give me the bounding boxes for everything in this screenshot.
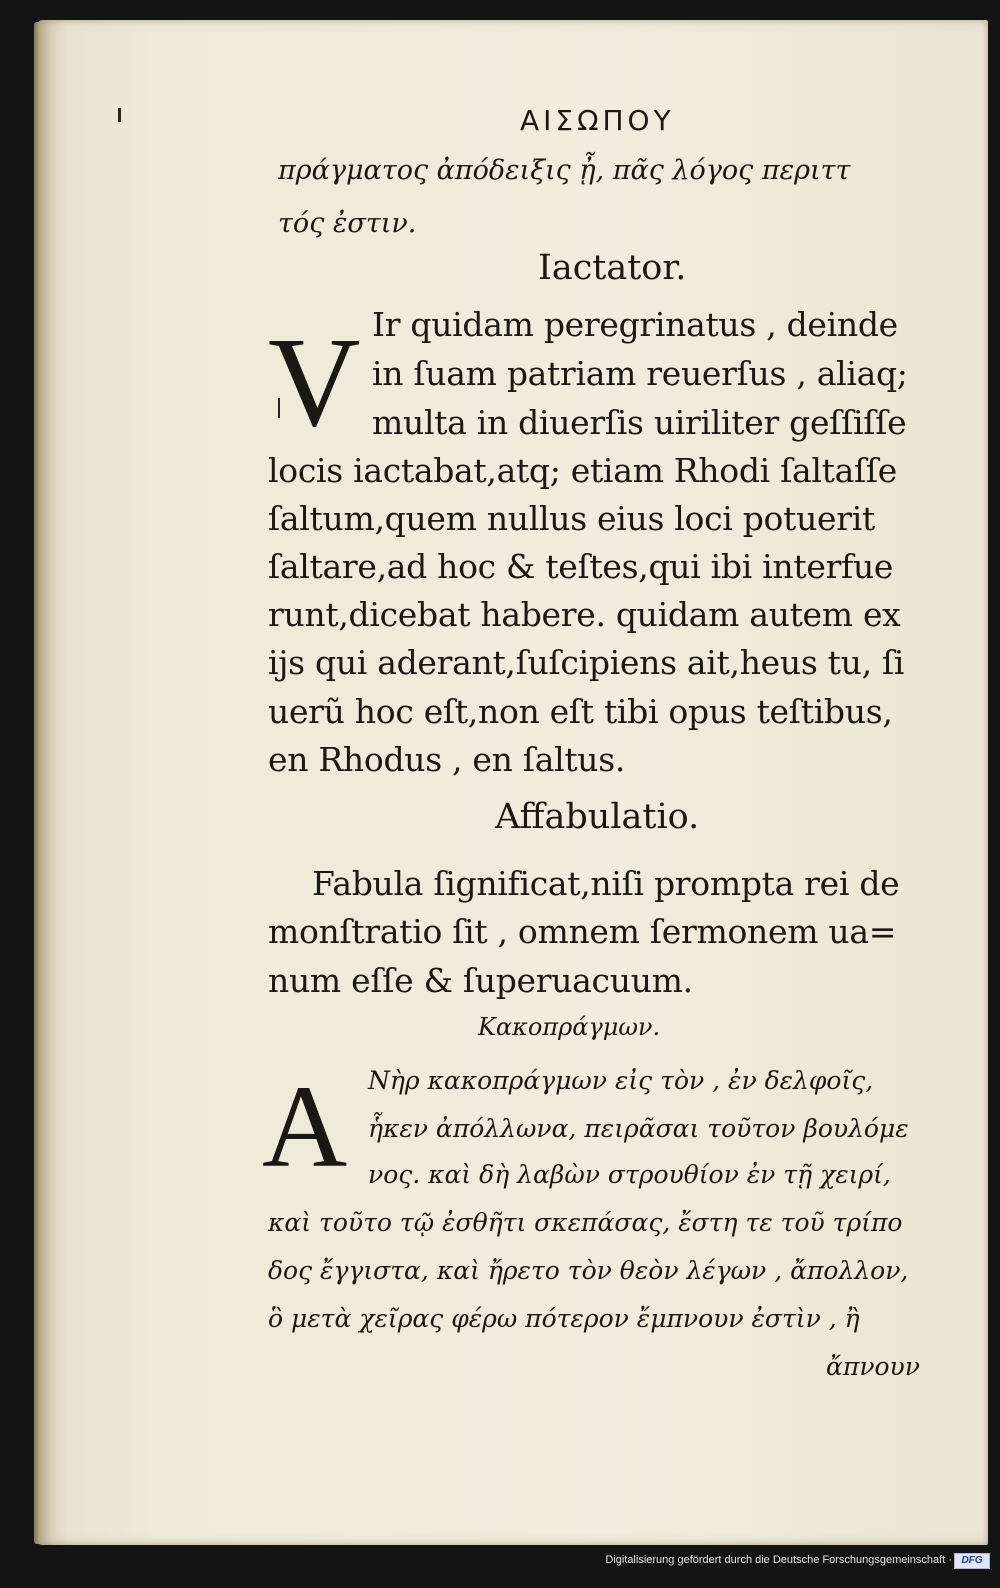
greek-fable-line: ὃ μετὰ χεῖρας φέρω πότερον ἔμπνουν ἐστὶν , ἢ (268, 1304, 860, 1333)
dfg-logo: DFG (954, 1553, 990, 1569)
greek-intro-line-1: πράγματος ἀπόδειξις ᾖ, πᾶς λόγος περιττ (278, 155, 851, 186)
fable-line: ſaltare,ad hoc & teſtes,qui ibi interfue (268, 547, 894, 586)
greek-fable-line: Νὴρ κακοπράγμων εἰς τὸν , ἐν δελφοῖς, (368, 1066, 874, 1095)
margin-mark (118, 108, 121, 122)
running-header: ΑΙΣΩΠΟΥ (520, 104, 675, 137)
fable-line: Ir quidam peregrinatus , deinde (372, 305, 898, 344)
fable-line: en Rhodus , en ſaltus. (268, 740, 626, 779)
greek-fable-title: Κακοπράγμων. (478, 1013, 661, 1041)
fable-line: multa in diuerſis uiriliter geſſiſſe (372, 403, 907, 442)
greek-fable-line: νος. καὶ δὴ λαβὼν στρουθίον ἐν τῇ χειρί, (368, 1160, 891, 1189)
fable-line: uerũ hoc eſt,non eſt tibi opus teſtibus, (268, 692, 893, 731)
moral-line: num eſſe & ſuperuacuum. (268, 961, 693, 1000)
greek-fable-line: καὶ τοῦτο τῷ ἐσθῆτι σκεπάσας, ἔστη τε τοῦ τρίπο (268, 1208, 903, 1237)
drop-cap-initial: A (262, 1061, 348, 1192)
fable-line: ſaltum,quem nullus eius loci potuerit (268, 499, 875, 538)
fable-line: ijs qui aderant,ſuſcipiens ait,heus tu, ſi (268, 643, 905, 682)
greek-fable-line: δος ἔγγιστα, καὶ ἤρετο τὸν θεὸν λέγων , ἄπολλον, (268, 1256, 909, 1285)
fable-line: runt,dicebat habere. quidam autem ex (268, 595, 901, 634)
moral-line: Fabula ſignificat,niſi prompta rei de (312, 864, 900, 903)
greek-fable-line: ἧκεν ἀπόλλωνα, πειρᾶσαι τοῦτον βουλόμε (368, 1114, 909, 1143)
catchword: ἄπνουν (826, 1352, 920, 1381)
moral-title: Affabulatio. (495, 797, 700, 837)
drop-cap-initial: V (268, 311, 361, 453)
moral-line: monſtratio ſit , omnem ſermonem ua= (268, 912, 897, 951)
funding-notice: Digitalisierung gefördert durch die Deutsche Forschungsgemeinschaft · (605, 1554, 952, 1566)
fable-title: Iactator. (538, 248, 687, 288)
greek-intro-line-2: τός ἐστιν. (278, 208, 417, 239)
fable-line: locis iactabat,atq; etiam Rhodi ſaltaſſe (268, 451, 898, 490)
fable-line: in ſuam patriam reuerſus , aliaq; (372, 354, 908, 393)
